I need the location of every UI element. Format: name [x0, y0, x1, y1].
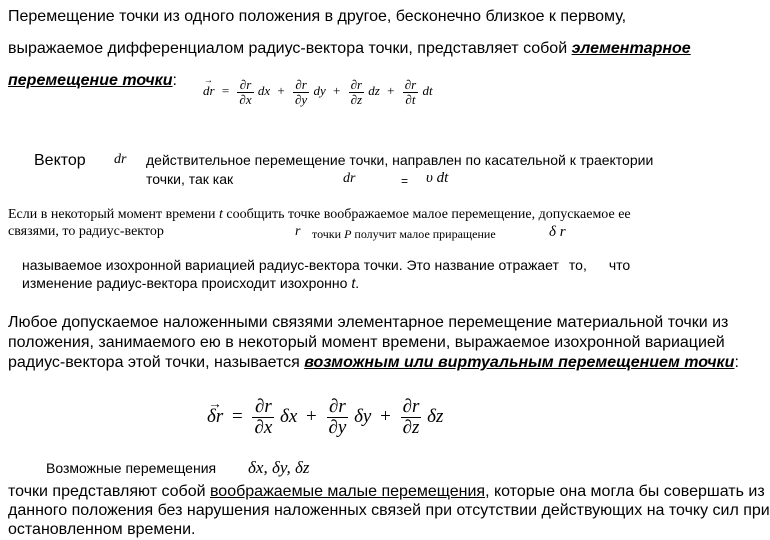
plus-sign: + — [380, 405, 391, 427]
isochronous-line-1 — [22, 257, 630, 273]
definition-colon: : — [734, 354, 739, 371]
fraction-num: ∂r — [293, 78, 309, 93]
possible-line-2: данного положения без нарушения наложенных связей при отсутствии действующих на точку сил при — [8, 502, 770, 519]
vector-eq-rhs — [426, 170, 448, 187]
isochronous-line-2 — [22, 275, 359, 291]
fraction-den: ∂z — [350, 91, 363, 107]
fraction-num: ∂r — [404, 77, 417, 92]
vector-eq-lhs: dr — [343, 171, 356, 186]
formula-2-eq: = — [231, 405, 243, 427]
possible-line-3: остановленном времени. — [8, 521, 196, 538]
fraction-dr-dy-2 — [327, 397, 349, 438]
possible-text-b: , которые она могла бы совершать из — [485, 483, 765, 500]
virtual-intro-text-a: Если в некоторый момент времени — [8, 207, 219, 222]
fraction-dr-dz-2 — [401, 397, 422, 438]
formula-1-dt: dt — [422, 83, 433, 99]
fraction-den: ∂x — [254, 416, 273, 438]
plus-sign: + — [277, 83, 285, 99]
vector-label: Вектор — [34, 152, 86, 169]
definition-line-2: положения, занимаемого ею в некоторый момент времени, выражаемое изохронной вариацией — [8, 334, 725, 351]
point-p-symbol: P — [344, 227, 352, 241]
fraction-dr-dy — [293, 78, 309, 106]
paragraph-1-line-2-text: выражаемое дифференциалом радиус-вектора точки, представляет собой — [8, 40, 572, 57]
formula-2-dx: δx — [280, 405, 298, 427]
fraction-den: ∂y — [328, 416, 347, 438]
possible-text-a: точки представляют собой — [8, 483, 210, 500]
definition-text: радиус-вектора этой точки, называется — [8, 354, 305, 371]
term-displacement: перемещение точки — [8, 72, 173, 89]
isochronous-text-a: называемое изохронной вариацией радиус-вектора точки. Это название отражает — [22, 257, 559, 273]
paragraph-1-colon: : — [172, 72, 177, 89]
radius-vector-symbol: r — [295, 224, 301, 239]
paragraph-1-line-3 — [8, 72, 177, 90]
virtual-intro-line-2: связями, то радиус-вектор — [8, 224, 164, 239]
paragraph-1-line-1: Перемещение точки из одного положения в другое, бесконечно близкое к первому, — [8, 8, 627, 25]
formula-1-lhs: → dr — [203, 83, 215, 99]
plus-sign: + — [332, 83, 341, 99]
time-symbol: t — [218, 207, 223, 222]
formula-2-lhs: → δr — [207, 406, 223, 428]
fraction-dr-dx-2 — [252, 397, 274, 438]
definition-line-3 — [8, 354, 739, 372]
fraction-dr-dx — [237, 78, 253, 106]
fraction-num: ∂r — [327, 397, 349, 418]
formula-1-dx: dx — [257, 83, 271, 99]
isochronous-text-d: изменение радиус-вектора происходит изохронно — [22, 275, 352, 291]
term-virtual-displacement: возможным или виртуальным перемещением точки — [304, 354, 735, 371]
fraction-den: ∂z — [402, 416, 420, 438]
formula-2-dy: δy — [354, 405, 372, 427]
fraction-num: ∂r — [350, 77, 363, 92]
point-text-b: получит малое приращение — [351, 227, 496, 241]
formula-2-dz: δz — [427, 405, 444, 427]
point-p-text — [312, 227, 496, 242]
definition-line-1: Любое допускаемое наложенными связями элементарное перемещение материальной точки из — [8, 314, 729, 331]
virtual-intro-line-1 — [8, 207, 631, 223]
isochronous-text-b: то, — [568, 257, 587, 273]
fraction-den: ∂y — [294, 91, 308, 107]
formula-1-eq: = — [221, 83, 230, 99]
vector-description-line-2: точки, так как — [146, 171, 234, 187]
vector-symbol: dr — [114, 152, 127, 167]
time-symbol-2: t — [351, 275, 356, 291]
paragraph-1-line-2 — [8, 40, 691, 58]
vector-description-line-1: действительное перемещение точки, направлен по касательной к траектории — [146, 152, 654, 168]
virtual-intro-text-b: сообщить точке воображаемое малое перемещение, допускаемое ее — [222, 207, 631, 222]
formula-2 — [207, 397, 443, 438]
dt-symbol: dt — [436, 170, 449, 186]
delta-r-symbol: δ r — [549, 224, 566, 240]
point-text-a: точки — [312, 227, 345, 241]
fraction-den: ∂x — [239, 91, 252, 107]
possible-label: Возможные перемещения — [46, 460, 217, 476]
formula-1-dz: dz — [368, 83, 380, 99]
imaginary-small-displacements: воображаемые малые перемещения — [209, 483, 486, 500]
fraction-den: ∂t — [405, 91, 416, 107]
possible-line-1 — [8, 483, 765, 501]
fraction-dr-dz — [349, 78, 364, 106]
isochronous-text-c: что — [608, 257, 631, 273]
fraction-dr-dt — [403, 78, 418, 106]
fraction-num: ∂r — [252, 397, 274, 418]
plus-sign: + — [387, 83, 395, 99]
term-elementary: элементарное — [571, 40, 691, 57]
velocity-symbol: υ — [426, 170, 433, 186]
vector-eq-sign: = — [401, 174, 409, 188]
plus-sign: + — [306, 405, 317, 427]
formula-1 — [203, 78, 433, 106]
possible-symbols: δx, δy, δz — [248, 458, 310, 477]
isochronous-period: . — [355, 275, 360, 291]
fraction-num: ∂r — [237, 78, 253, 93]
fraction-num: ∂r — [402, 396, 420, 417]
formula-1-dy: dy — [313, 83, 326, 99]
